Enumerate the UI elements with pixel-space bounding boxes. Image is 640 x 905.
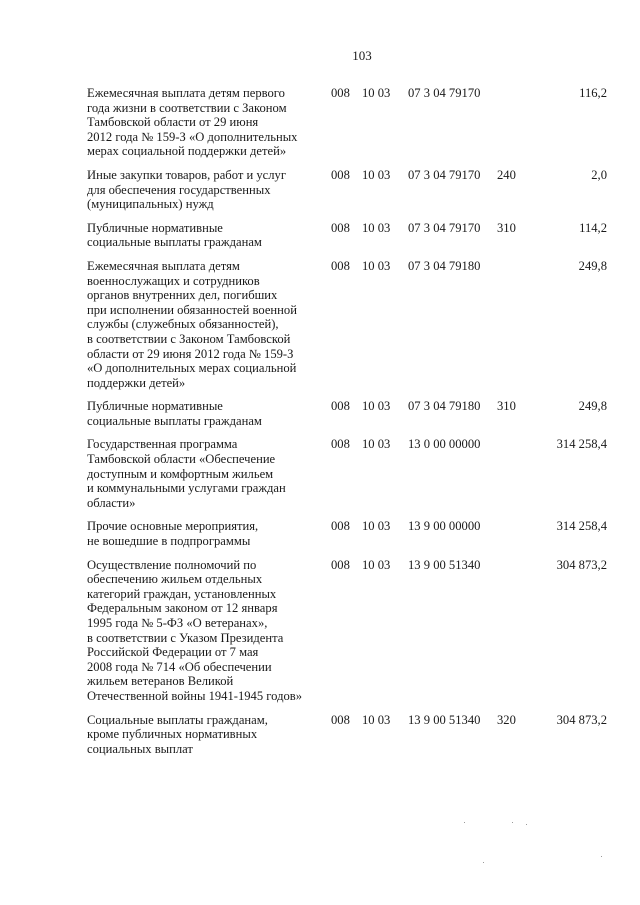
amount: 249,8 — [578, 258, 607, 273]
amount: 314 258,4 — [556, 519, 607, 534]
scan-speck — [483, 862, 484, 863]
ministry-code: 008 — [331, 86, 350, 100]
row-description: Социальные выплаты гражданам, кроме публичных нормативных социальных выплат — [87, 712, 268, 756]
table-row — [87, 168, 607, 212]
row-description: Иные закупки товаров, работ и услуг для обеспечения государственных (муниципальных) нужд — [87, 167, 287, 212]
ministry-code: 008 — [331, 557, 350, 572]
expense-type-code: 240 — [497, 167, 516, 182]
target-article-code: 07 3 04 79170 — [408, 86, 481, 100]
row-description: Государственная программа Тамбовской области «Обеспечение доступным и комфортным жильем и коммунальными услугами граждан области» — [87, 437, 286, 510]
budget-table — [87, 86, 607, 765]
target-article-code: 13 9 00 51340 — [408, 557, 481, 572]
amount: 314 258,4 — [556, 437, 607, 452]
section-code: 10 03 — [362, 437, 391, 452]
row-description: Публичные нормативные социальные выплаты гражданам — [87, 220, 262, 250]
target-article-code: 13 9 00 00000 — [408, 519, 481, 534]
ministry-code: 008 — [331, 399, 350, 414]
row-description: Ежемесячная выплата детям первого года жизни в соответствии с Законом Тамбовской области от 29 июня 2012 года № 159-З «О дополнительных мерах социальной поддержки детей» — [87, 86, 298, 159]
ministry-code: 008 — [331, 437, 350, 452]
amount: 304 873,2 — [556, 712, 607, 727]
expense-type-code: 310 — [497, 220, 516, 235]
expense-type-code: 320 — [497, 712, 516, 727]
expense-type-code: 310 — [497, 399, 516, 414]
section-code: 10 03 — [362, 557, 391, 572]
section-code: 10 03 — [362, 399, 391, 414]
table-row — [87, 519, 607, 548]
amount: 114,2 — [579, 220, 607, 235]
page-number: 103 — [352, 48, 372, 63]
target-article-code: 07 3 04 79180 — [408, 258, 481, 273]
table-row — [87, 558, 607, 704]
amount: 2,0 — [591, 167, 607, 182]
scan-speck — [512, 822, 513, 823]
target-article-code: 13 9 00 51340 — [408, 712, 481, 727]
table-row — [87, 259, 607, 390]
section-code: 10 03 — [362, 167, 391, 182]
ministry-code: 008 — [331, 712, 350, 727]
row-description: Ежемесячная выплата детям военнослужащих и сотрудников органов внутренних дел, погибших при исполнении обязанностей военной службы (служебных обязанностей), в соответствии с Законом Тамбовской области от 29 июня 2012 года № 159-З «О дополнительных мерах социальной поддержки детей» — [87, 258, 297, 390]
amount: 304 873,2 — [556, 557, 607, 572]
section-code: 10 03 — [362, 519, 391, 534]
section-code: 10 03 — [362, 258, 391, 273]
table-row — [87, 86, 607, 159]
target-article-code: 13 0 00 00000 — [408, 437, 481, 452]
ministry-code: 008 — [331, 167, 350, 182]
row-description: Публичные нормативные социальные выплаты гражданам — [87, 399, 262, 428]
scan-speck — [601, 856, 602, 857]
section-code: 10 03 — [362, 220, 391, 235]
table-row — [87, 713, 607, 757]
ministry-code: 008 — [331, 519, 350, 534]
scan-speck — [526, 824, 527, 825]
target-article-code: 07 3 04 79170 — [408, 220, 481, 235]
table-row — [87, 399, 607, 428]
row-description: Осуществление полномочий по обеспечению жильем отдельных категорий граждан, установленных Федеральным законом от 12 января 1995 года № 5-ФЗ «О ветеранах», в соответствии с Указом Президента Российской Федерации от 7 мая 2008 года № 714 «Об обеспечении жильем ветеранов Великой Отечественной войны 1941-1945 годов» — [87, 557, 303, 703]
section-code: 10 03 — [362, 712, 391, 727]
scan-speck — [464, 822, 465, 823]
section-code: 10 03 — [362, 86, 391, 100]
table-row — [87, 437, 607, 510]
table-row — [87, 221, 607, 250]
amount: 249,8 — [578, 399, 607, 414]
target-article-code: 07 3 04 79170 — [408, 167, 481, 182]
row-description: Прочие основные мероприятия, не вошедшие в подпрограммы — [87, 519, 259, 549]
ministry-code: 008 — [331, 220, 350, 235]
ministry-code: 008 — [331, 258, 350, 273]
target-article-code: 07 3 04 79180 — [408, 399, 481, 414]
amount: 116,2 — [579, 86, 607, 100]
